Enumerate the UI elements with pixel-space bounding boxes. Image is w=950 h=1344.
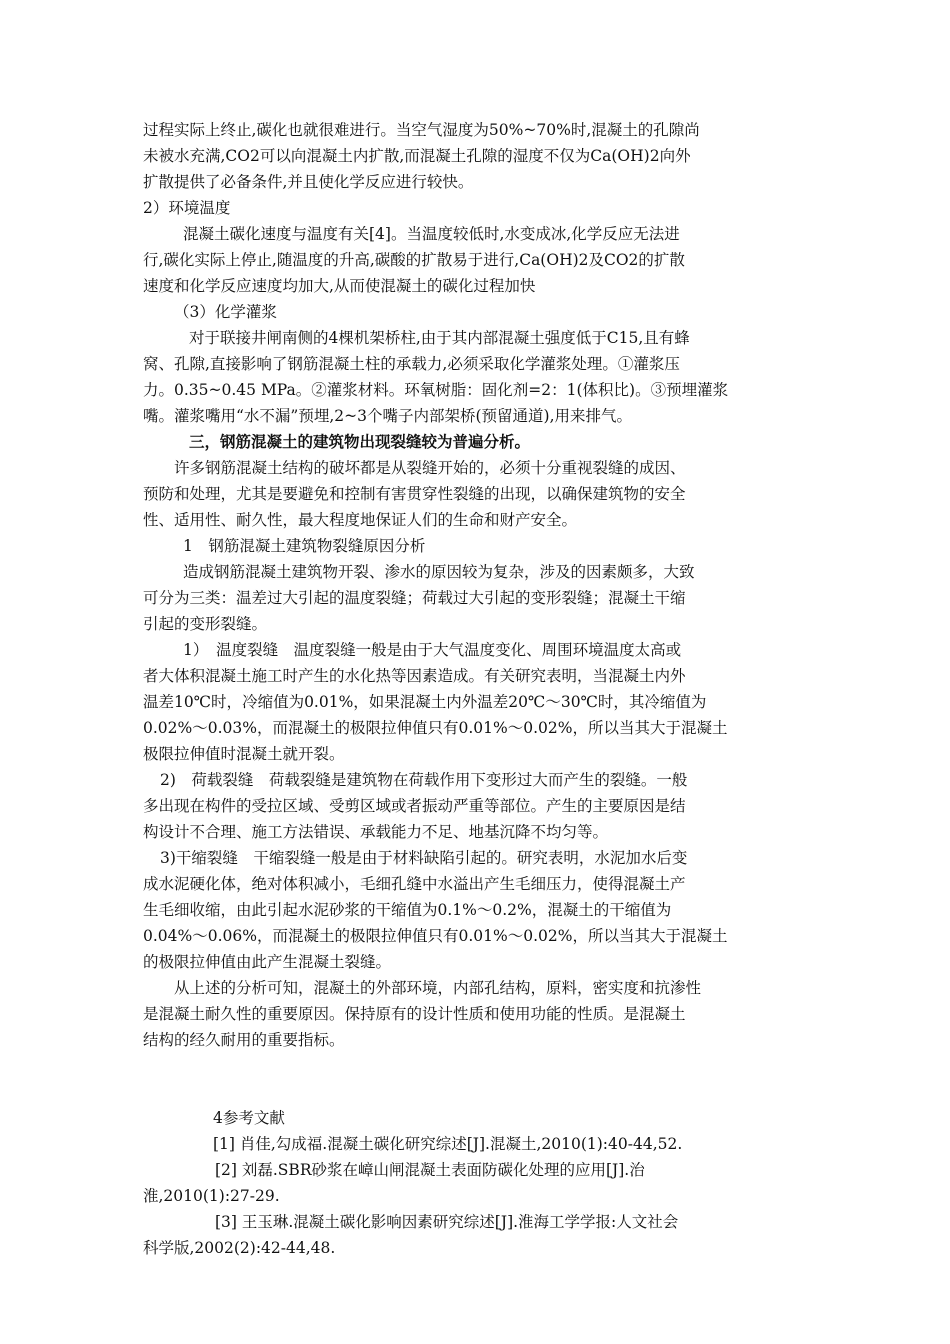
text-line: 者大体积混凝土施工时产生的水化热等因素造成。有关研究表明，当混凝土内外 (143, 667, 686, 685)
text-line: 嘴。灌浆嘴用“水不漏”预埋,2~3个嘴子内部架桥(预留通道),用来排气。 (143, 407, 633, 425)
text-line: 混凝土碳化速度与温度有关[4]。当温度较低时,水变成冰,化学反应无法进 (183, 225, 680, 243)
references-heading: 4参考文献 (213, 1109, 285, 1127)
reference-item-continued: 淮,2010(1):27-29. (143, 1187, 280, 1205)
text-line: 行,碳化实际上停止,随温度的升高,碳酸的扩散易于进行,Ca(OH)2及CO2的扩散 (143, 251, 685, 269)
text-line: 结构的经久耐用的重要指标。 (143, 1031, 345, 1049)
reference-item: [1] 肖佳,勾成福.混凝土碳化研究综述[J].混凝土,2010(1):40-44,52. (213, 1135, 683, 1153)
text-line: 力。0.35~0.45 MPa。②灌浆材料。环氧树脂：固化剂=2：1(体积比)。③预埋灌浆 (143, 381, 729, 399)
text-line: 从上述的分析可知，混凝土的外部环境，内部孔结构，原料，密实度和抗渗性 (174, 979, 702, 997)
section-heading: 三，钢筋混凝土的建筑物出现裂缝较为普遍分析。 (189, 432, 531, 451)
subheading-chemical-grouting: （3）化学灌浆 (174, 303, 277, 321)
reference-item-continued: 科学版,2002(2):42-44,48. (143, 1239, 336, 1257)
text-line: 的极限拉伸值由此产生混凝土裂缝。 (143, 953, 392, 971)
text-line: 2) 荷载裂缝 荷载裂缝是建筑物在荷载作用下变形过大而产生的裂缝。一般 (160, 771, 688, 789)
text-line: 多出现在构件的受拉区域、受剪区域或者振动严重等部位。产生的主要原因是结 (143, 797, 686, 815)
text-line: 1） 温度裂缝 温度裂缝一般是由于大气温度变化、周围环境温度太高或 (183, 641, 682, 659)
subheading-environment-temperature: 2）环境温度 (143, 199, 231, 217)
text-line: 过程实际上终止,碳化也就很难进行。当空气湿度为50%~70%时,混凝土的孔隙尚 (143, 121, 700, 139)
text-line: 预防和处理，尤其是要避免和控制有害贯穿性裂缝的出现，以确保建筑物的安全 (143, 485, 686, 503)
subsection-heading: 1 钢筋混凝土建筑物裂缝原因分析 (183, 537, 426, 555)
text-line: 0.04%～0.06%，而混凝土的极限拉伸值只有0.01%～0.02%，所以当其大于混凝土 (143, 927, 728, 945)
text-line: 许多钢筋混凝土结构的破坏都是从裂缝开始的，必须十分重视裂缝的成因、 (174, 459, 686, 477)
text-line: 性、适用性、耐久性，最大程度地保证人们的生命和财产安全。 (143, 511, 578, 529)
text-line: 成水泥硬化体，绝对体积减小，毛细孔缝中水溢出产生毛细压力，使得混凝土产 (143, 875, 686, 893)
text-line: 极限拉伸值时混凝土就开裂。 (143, 745, 345, 763)
text-line: 扩散提供了必备条件,并且使化学反应进行较快。 (143, 173, 474, 191)
text-line: 可分为三类：温差过大引起的温度裂缝；荷载过大引起的变形裂缝；混凝土干缩 (143, 589, 686, 607)
text-line: 引起的变形裂缝。 (143, 615, 268, 633)
text-line: 0.02%～0.03%，而混凝土的极限拉伸值只有0.01%～0.02%，所以当其大于混凝土 (143, 719, 728, 737)
document-page (143, 117, 811, 1261)
text-line: 3)干缩裂缝 干缩裂缝一般是由于材料缺陷引起的。研究表明，水泥加水后变 (160, 849, 688, 867)
text-line: 生毛细收缩，由此引起水泥砂浆的干缩值为0.1%～0.2%，混凝土的干缩值为 (143, 901, 672, 919)
text-line: 温差10℃时，冷缩值为0.01%，如果混凝土内外温差20℃～30℃时，其冷缩值为 (143, 693, 707, 711)
text-line: 对于联接井闸南侧的4棵机架桥柱,由于其内部混凝土强度低于C15,且有蜂 (189, 329, 690, 347)
text-line: 造成钢筋混凝土建筑物开裂、渗水的原因较为复杂，涉及的因素颇多，大致 (183, 563, 695, 581)
reference-item: [2] 刘磊.SBR砂浆在嶂山闸混凝土表面防碳化处理的应用[J].治 (215, 1161, 645, 1179)
text-line: 速度和化学反应速度均加大,从而使混凝土的碳化过程加快 (143, 277, 536, 295)
text-line: 是混凝土耐久性的重要原因。保持原有的设计性质和使用功能的性质。是混凝土 (143, 1005, 686, 1023)
reference-item: [3] 王玉琳.混凝土碳化影响因素研究综述[J].淮海工学学报:人文社会 (215, 1213, 679, 1231)
text-line: 未被水充满,CO2可以向混凝土内扩散,而混凝土孔隙的湿度不仅为Ca(OH)2向外 (143, 147, 691, 165)
spacer (143, 1053, 811, 1105)
text-line: 窝、孔隙,直接影响了钢筋混凝土柱的承载力,必须采取化学灌浆处理。①灌浆压 (143, 355, 680, 373)
text-line: 构设计不合理、施工方法错误、承载能力不足、地基沉降不均匀等。 (143, 823, 609, 841)
